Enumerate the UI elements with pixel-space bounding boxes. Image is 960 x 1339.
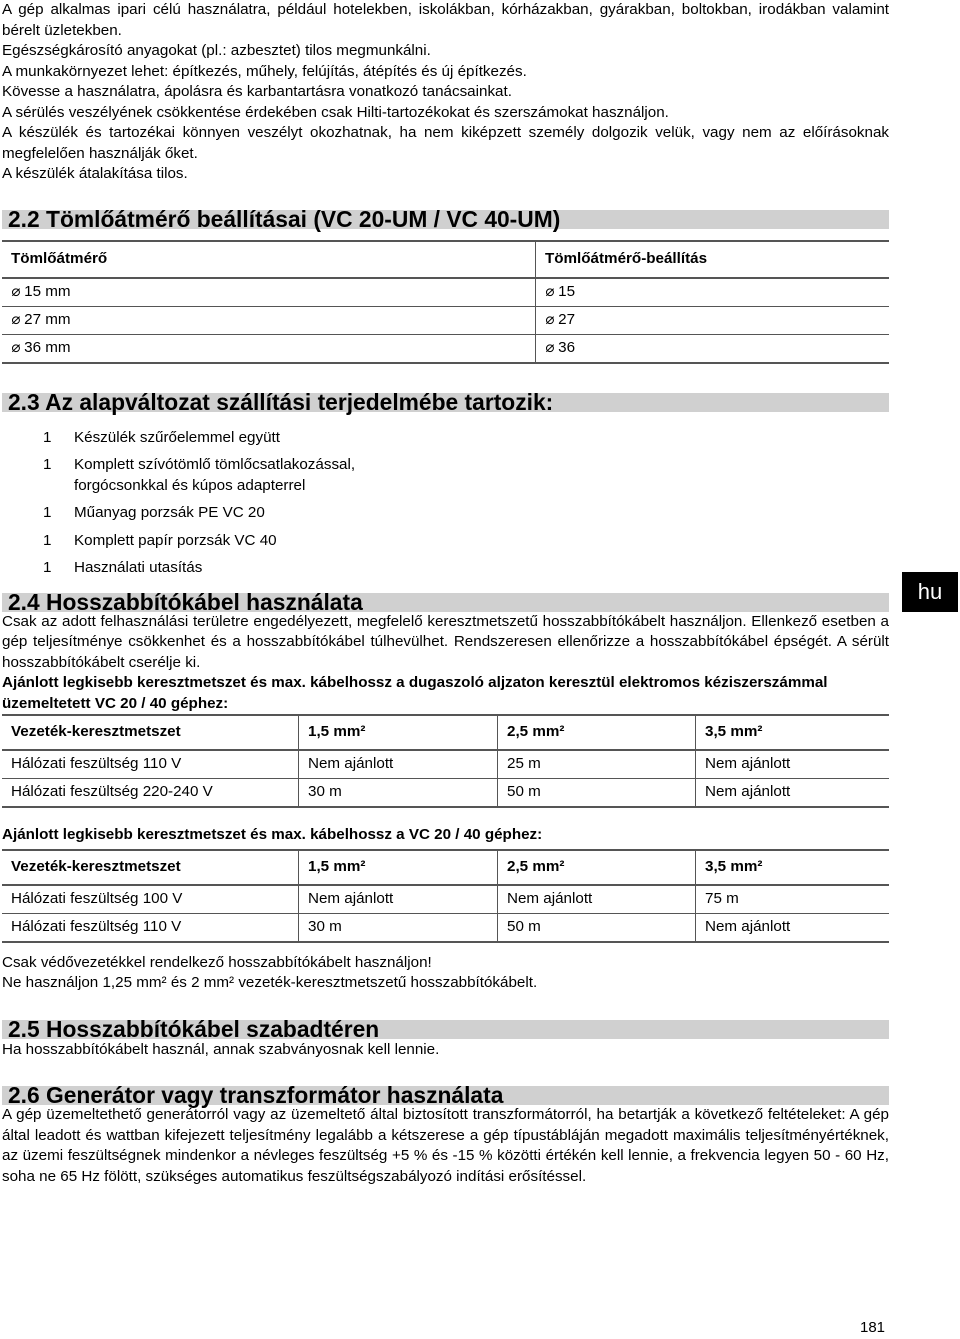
note-cross-section: Ne használjon 1,25 mm² és 2 mm² vezeték-keresztmetszetű hosszabbítókábelt. <box>2 974 538 991</box>
table-cell: 30 m <box>299 779 498 808</box>
note-protective-conductor: Csak védővezetékkel rendelkező hosszabbítókábelt használjon! <box>2 953 432 971</box>
cell-text: 36 mm <box>24 338 71 356</box>
cell-text: 27 <box>558 310 576 328</box>
item-quantity: 1 <box>43 559 52 576</box>
cell-text: 15 mm <box>24 282 71 300</box>
intro-line: Egészségkárosító anyagokat (pl.: azbesztet) tilos megmunkálni. <box>2 42 431 59</box>
table-cell <box>2 306 536 334</box>
column-header: 3,5 mm² <box>696 715 890 750</box>
section-2-6-paragraph: A gép üzemeltethető generátorról vagy az üzemeltető által biztosított transzformátorról, ha betartják a következő feltételeket: A gép által leadott és wattban kifejezett teljesítmény legalább a kétszerese a gép típustábláján megadott maximális teljesítményértéknek, az üzemi feszültségnek mindenkor a névleges feszültség +5 % és -15 % közötti értékén kell lennie, a frekvencia legyen 50 - 60 Hz, soha ne 65 Hz fölött, szükséges automatikus feszültségszabályozó indítási erősítéssel. <box>2 1106 889 1185</box>
item-quantity: 1 <box>43 504 52 521</box>
manual-page <box>2 0 889 1187</box>
table-cell: Nem ajánlott <box>299 750 498 779</box>
item-quantity: 1 <box>43 456 52 473</box>
table-header-row <box>2 241 889 278</box>
table-cell: Hálózati feszültség 110 V <box>2 750 299 779</box>
table-row <box>2 750 889 779</box>
table-cell: Hálózati feszültség 100 V <box>2 885 299 914</box>
table-header-row <box>2 850 889 885</box>
intro-line: A munkakörnyezet lehet: építkezés, műhely, felújítás, átépítés és új építkezés. <box>2 62 527 80</box>
section-2-4-paragraph: Csak az adott felhasználási területre engedélyezett, megfelelő keresztmetszetű hosszabbítókábelt használjon. Ellenkező esetben a gép teljesítménye csökkenhet és a hosszabbítókábel túlhevülhet. Rendszeresen ellenőrizze a hosszabbítókábel épségét. A sérült hosszabbítókábelt cserélje ki. <box>2 612 889 671</box>
item-text-wrapper <box>74 455 889 496</box>
list-item <box>2 558 889 579</box>
table-row <box>2 278 889 307</box>
cable-table-machine <box>2 849 889 943</box>
item-text: Komplett szívótömlő tömlőcsatlakozással, <box>74 456 356 473</box>
section-2-3-heading: 2.3 Az alapváltozat szállítási terjedelmébe tartozik: <box>2 393 889 412</box>
intro-line: A sérülés veszélyének csökkentése érdekében csak Hilti-tartozékokat és szerszámokat használjon. <box>2 103 669 121</box>
table-row <box>2 913 889 942</box>
column-header: Vezeték-keresztmetszet <box>2 850 299 885</box>
section-2-4-heading: 2.4 Hosszabbítókábel használata <box>2 593 889 612</box>
table-cell <box>2 278 536 307</box>
table-cell: Nem ajánlott <box>696 779 890 808</box>
list-item <box>2 428 889 449</box>
table-cell <box>536 278 890 307</box>
column-header: 2,5 mm² <box>498 715 696 750</box>
table-cell <box>2 334 536 363</box>
table-row <box>2 885 889 914</box>
table-cell: Nem ajánlott <box>299 885 498 914</box>
table-cell: Hálózati feszültség 220-240 V <box>2 779 299 808</box>
list-item <box>2 503 889 524</box>
item-text: Komplett papír porzsák VC 40 <box>74 531 277 549</box>
table-cell: 50 m <box>498 779 696 808</box>
column-header: Tömlőátmérő-beállítás <box>536 241 890 278</box>
diameter-icon: ⌀ <box>545 338 555 356</box>
intro-block <box>2 0 889 185</box>
table-row <box>2 306 889 334</box>
item-quantity: 1 <box>43 531 52 549</box>
table-cell: Nem ajánlott <box>696 750 890 779</box>
diameter-icon: ⌀ <box>545 310 555 328</box>
table-row <box>2 334 889 363</box>
column-header: 1,5 mm² <box>299 850 498 885</box>
table-cell: Hálózati feszültség 110 V <box>2 913 299 942</box>
cell-text: 27 mm <box>24 310 71 328</box>
table-cell: 25 m <box>498 750 696 779</box>
intro-line: A készülék átalakítása tilos. <box>2 165 188 182</box>
table-cell: 75 m <box>696 885 890 914</box>
diameter-icon: ⌀ <box>545 282 555 300</box>
language-tab: hu <box>902 572 958 612</box>
table-cell <box>536 306 890 334</box>
table-cell: 50 m <box>498 913 696 942</box>
cell-text: 36 <box>558 338 576 356</box>
section-2-5-heading: 2.5 Hosszabbítókábel szabadtéren <box>2 1020 889 1039</box>
diameter-icon: ⌀ <box>11 282 21 300</box>
item-text-continued: forgócsonkkal és kúpos adapterrel <box>74 476 306 494</box>
column-header: 2,5 mm² <box>498 850 696 885</box>
section-2-2-heading: 2.2 Tömlőátmérő beállításai (VC 20-UM / VC 40-UM) <box>2 210 889 229</box>
intro-line: A készülék és tartozékai könnyen veszélyt okozhatnak, ha nem kiképzett személy dolgozik velük, vagy nem az előírásoknak megfelelően használják őket. <box>2 124 889 162</box>
table-row <box>2 779 889 808</box>
column-header: 1,5 mm² <box>299 715 498 750</box>
table-cell: Nem ajánlott <box>498 885 696 914</box>
page-number: 181 <box>860 1319 886 1336</box>
list-item <box>2 531 889 552</box>
item-text: Műanyag porzsák PE VC 20 <box>74 504 265 521</box>
diameter-icon: ⌀ <box>11 310 21 328</box>
diameter-icon: ⌀ <box>11 338 21 356</box>
table-header-row <box>2 715 889 750</box>
column-header: Tömlőátmérő <box>2 241 536 278</box>
table-cell <box>536 334 890 363</box>
item-quantity: 1 <box>43 428 52 446</box>
table-cell: Nem ajánlott <box>696 913 890 942</box>
intro-line: A gép alkalmas ipari célú használatra, például hotelekben, iskolákban, kórházakban, gyárakban, boltokban, irodákban valamint bérelt üzletekben. <box>2 1 889 39</box>
item-text: Használati utasítás <box>74 559 203 576</box>
hose-diameter-table <box>2 240 889 364</box>
intro-line: Kövesse a használatra, ápolásra és karbantartásra vonatkozó tanácsainkat. <box>2 83 512 100</box>
column-header: Vezeték-keresztmetszet <box>2 715 299 750</box>
list-item <box>2 455 889 496</box>
table2-caption: Ajánlott legkisebb keresztmetszet és max. kábelhossz a VC 20 / 40 géphez: <box>2 826 543 843</box>
delivery-scope-list <box>2 428 889 579</box>
cell-text: 15 <box>558 282 576 300</box>
cable-table-socket <box>2 714 889 808</box>
table1-caption: Ajánlott legkisebb keresztmetszet és max. kábelhossz a dugaszoló aljzaton keresztül elektromos kéziszerszámmal üzemeltetett VC 20 / 40 géphez: <box>2 674 828 712</box>
column-header: 3,5 mm² <box>696 850 890 885</box>
table-cell: 30 m <box>299 913 498 942</box>
item-text: Készülék szűrőelemmel együtt <box>74 428 280 446</box>
section-2-5-paragraph: Ha hosszabbítókábelt használ, annak szabványosnak kell lennie. <box>2 1040 440 1058</box>
section-2-6-heading: 2.6 Generátor vagy transzformátor használata <box>2 1086 889 1105</box>
